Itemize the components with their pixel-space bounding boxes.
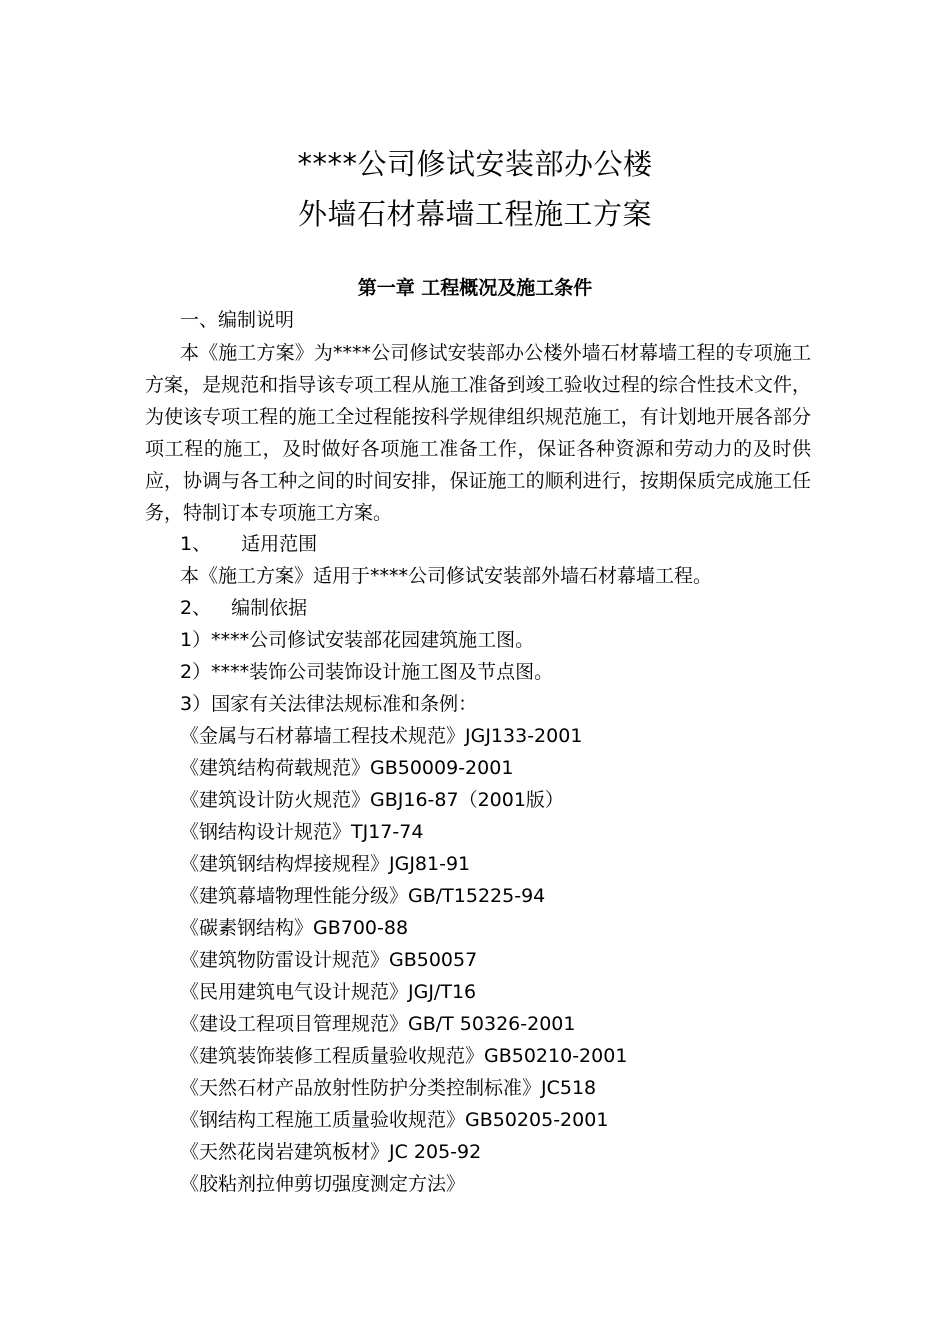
basis-item: 2）****装饰公司装饰设计施工图及节点图。 [180,661,554,683]
chapter-heading: 第一章 工程概况及施工条件 [357,277,593,299]
standard-item: 《天然石材产品放射性防护分类控制标准》JC518 [180,1077,597,1099]
section-number: 1、 [180,533,212,555]
document-title-line-2: 外墙石材幕墙工程施工方案 [297,197,652,231]
standard-item: 《民用建筑电气设计规范》JGJ/T16 [180,981,477,1003]
section-heading-basis [180,594,307,622]
standard-item: 《钢结构工程施工质量验收规范》GB50205-2001 [180,1109,609,1131]
section-heading-compilation-notes: 一、编制说明 [180,309,295,331]
section-title: 适用范围 [241,533,318,555]
standard-item: 《建筑钢结构焊接规程》JGJ81-91 [180,853,471,875]
basis-item: 1）****公司修试安装部花园建筑施工图。 [180,629,535,651]
standard-item: 《钢结构设计规范》TJ17-74 [180,821,424,843]
standard-item: 《建筑物防雷设计规范》GB50057 [180,949,478,971]
standard-item: 《胶粘剂拉伸剪切强度测定方法》 [180,1173,466,1195]
standard-item: 《建筑结构荷载规范》GB50009-2001 [180,757,514,779]
section-number: 2、 [180,597,212,619]
basis-item: 3）国家有关法律法规标准和条例： [180,693,478,715]
standard-item: 《天然花岗岩建筑板材》JC 205-92 [180,1141,482,1163]
standard-item: 《建筑设计防火规范》GBJ16-87（2001版） [180,789,564,811]
compilation-notes-paragraph: 本《施工方案》为****公司修试安装部办公楼外墙石材幕墙工程的专项施工方案，是规范和指导该专项工程从施工准备到竣工验收过程的综合性技术文件，为使该专项工程的施工全过程能按科学规律组织规范施工，有计划地开展各部分项工程的施工，及时做好各项施工准备工作，保证各种资源和劳动力的及时供应，协调与各工种之间的时间安排，保证施工的顺利进行，按期保质完成施工任务，特制订本专项施工方案。 [145,342,811,524]
scope-paragraph: 本《施工方案》适用于****公司修试安装部外墙石材幕墙工程。 [180,565,713,587]
standard-item: 《金属与石材幕墙工程技术规范》JGJ133-2001 [180,725,583,747]
document-title-line-1: ****公司修试安装部办公楼 [297,147,653,181]
standard-item: 《建筑装饰装修工程质量验收规范》GB50210-2001 [180,1045,628,1067]
standard-item: 《建筑幕墙物理性能分级》GB/T15225-94 [180,885,546,907]
standard-item: 《碳素钢结构》GB700-88 [180,917,409,939]
section-title: 编制依据 [231,597,308,619]
standard-item: 《建设工程项目管理规范》GB/T 50326-2001 [180,1013,576,1035]
section-heading-scope [180,530,317,558]
